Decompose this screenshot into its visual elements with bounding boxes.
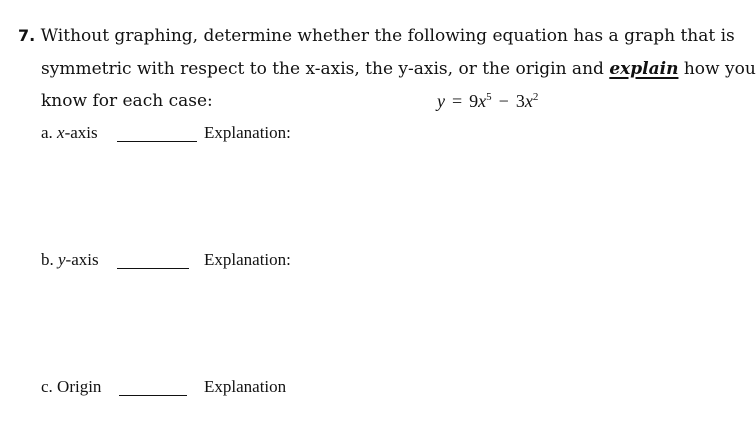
equation-term1-var: x — [478, 91, 487, 111]
equation-lhs: y — [437, 91, 445, 111]
part-b-axis-rest: -axis — [65, 250, 99, 269]
part-b-explanation-label: Explanation: — [204, 250, 291, 269]
equation-term2-var: x — [524, 91, 533, 111]
part-c-axis-rest: Origin — [57, 377, 102, 396]
part-c — [41, 376, 101, 398]
question-text-line-1: Without graphing, determine whether the following equation has a graph that is — [40, 26, 735, 46]
explain-emphasis: explain — [609, 59, 679, 79]
part-a — [41, 122, 98, 144]
part-b-letter: b. — [41, 250, 54, 269]
part-b-answer-blank[interactable] — [117, 267, 189, 269]
part-a-explanation-label: Explanation: — [204, 123, 291, 142]
equation-term2-coef: 3 — [515, 91, 525, 111]
part-c-answer-blank[interactable] — [119, 394, 187, 396]
question-text-line-2a: symmetric with respect to the x-axis, the y-axis, or the origin and — [41, 59, 610, 79]
equation-minus: − — [498, 91, 509, 111]
part-b — [41, 249, 99, 271]
part-c-letter: c. — [41, 377, 53, 396]
question-line-1 — [18, 25, 735, 47]
equation — [437, 90, 538, 112]
equation-equals: = — [452, 91, 463, 111]
part-a-answer-blank[interactable] — [117, 140, 197, 142]
question-line-2 — [41, 58, 756, 80]
part-b-axis-var: y — [58, 250, 66, 269]
equation-term1-exp: 5 — [486, 91, 492, 103]
part-a-axis-rest: -axis — [64, 123, 98, 142]
equation-term2-exp: 2 — [532, 91, 539, 103]
question-number: 7. — [18, 26, 36, 45]
part-c-explanation-label: Explanation — [204, 377, 287, 396]
equation-term1-coef: 9 — [469, 91, 479, 111]
question-text-line-3: know for each case: — [41, 91, 213, 111]
part-a-axis-var: x — [57, 123, 65, 142]
part-a-letter: a. — [41, 123, 53, 142]
question-text-line-2b: how you — [678, 59, 756, 79]
question-line-3 — [41, 90, 213, 112]
